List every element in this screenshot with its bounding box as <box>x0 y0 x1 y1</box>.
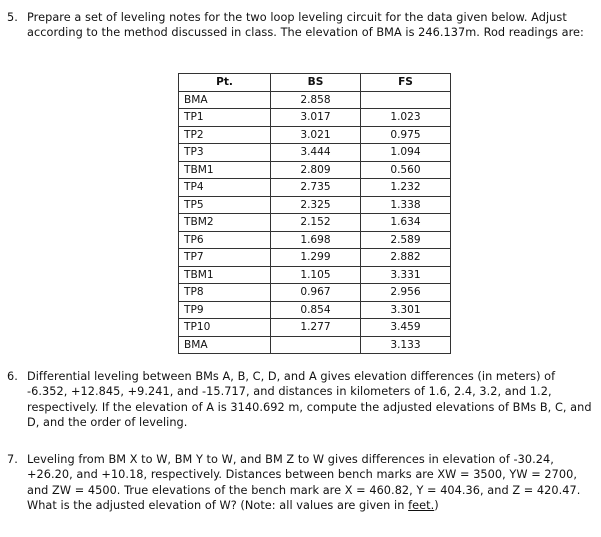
cell-pt: TP4 <box>179 179 271 197</box>
cell-pt: TBM1 <box>179 161 271 179</box>
table-row <box>179 179 451 197</box>
table-row <box>179 196 451 214</box>
problem-5-number: 5. <box>7 11 18 24</box>
cell-pt: TP2 <box>179 126 271 144</box>
table-row <box>179 109 451 127</box>
cell-pt: TP7 <box>179 249 271 267</box>
cell-fs: 3.459 <box>361 319 451 337</box>
cell-fs: 2.956 <box>361 284 451 302</box>
cell-fs: 1.094 <box>361 144 451 162</box>
table-row <box>179 266 451 284</box>
table-row <box>179 319 451 337</box>
cell-fs: 2.882 <box>361 249 451 267</box>
problem-6-number: 6. <box>7 370 18 383</box>
cell-pt: TP8 <box>179 284 271 302</box>
problem-7-text <box>27 452 595 514</box>
cell-pt: TP6 <box>179 231 271 249</box>
cell-pt: TP5 <box>179 196 271 214</box>
problem-5-text: Prepare a set of leveling notes for the two loop leveling circuit for the data given below. Adjust according to the method discussed in class. The elevation of BMA is 246.137m. Rod readings are: <box>27 11 584 40</box>
table-row <box>179 144 451 162</box>
table-row <box>179 91 451 109</box>
cell-pt: TBM2 <box>179 214 271 232</box>
table-row <box>179 214 451 232</box>
problem-7-closing: ) <box>434 499 439 513</box>
cell-fs: 1.023 <box>361 109 451 127</box>
table-row <box>179 249 451 267</box>
problem-7-body: Leveling from BM X to W, BM Y to W, and BM Z to W gives differences in elevation of -30.24, +26.20, and +10.18, respectively. Distances between bench marks are XW = 3500, YW = 2700, and ZW = 4500. True elevations of the bench mark are X = 460.82, Y = 404.36, and Z = 420.47. What is the adjusted elevation of W? (Note: all values are given in <box>27 453 581 513</box>
problem-6-text: Differential leveling between BMs A, B, C, D, and A gives elevation differences (in meters) of -6.352, +12.845, +9.241, and -15.717, and distances in kilometers of 1.6, 2.4, 3.2, and 1.2, respectively. If the elevation of A is 3140.692 m, compute the adjusted elevations of BMs B, C, and D, and the order of leveling. <box>27 370 592 430</box>
cell-bs: 0.854 <box>271 301 361 319</box>
cell-bs: 2.735 <box>271 179 361 197</box>
cell-fs: 1.634 <box>361 214 451 232</box>
cell-bs: 3.017 <box>271 109 361 127</box>
header-fs: FS <box>361 74 451 92</box>
cell-bs: 2.858 <box>271 91 361 109</box>
cell-bs: 1.698 <box>271 231 361 249</box>
cell-pt: BMA <box>179 336 271 354</box>
table-row <box>179 336 451 354</box>
cell-bs: 2.325 <box>271 196 361 214</box>
cell-fs: 3.133 <box>361 336 451 354</box>
problem-7-number: 7. <box>7 453 18 466</box>
cell-bs: 2.809 <box>271 161 361 179</box>
table-header-row <box>179 74 451 92</box>
cell-fs <box>361 91 451 109</box>
cell-bs: 1.299 <box>271 249 361 267</box>
cell-fs: 0.975 <box>361 126 451 144</box>
cell-fs: 1.232 <box>361 179 451 197</box>
cell-fs: 3.331 <box>361 266 451 284</box>
cell-fs: 2.589 <box>361 231 451 249</box>
table-row <box>179 301 451 319</box>
leveling-notes-table <box>178 73 451 354</box>
problem-7 <box>7 452 595 514</box>
cell-pt: TP1 <box>179 109 271 127</box>
cell-bs: 1.277 <box>271 319 361 337</box>
table-row <box>179 231 451 249</box>
table-row <box>179 161 451 179</box>
header-pt: Pt. <box>179 74 271 92</box>
cell-bs: 2.152 <box>271 214 361 232</box>
table-row <box>179 126 451 144</box>
problem-5 <box>7 10 595 41</box>
cell-fs: 3.301 <box>361 301 451 319</box>
cell-bs: 0.967 <box>271 284 361 302</box>
table-row <box>179 284 451 302</box>
cell-fs: 1.338 <box>361 196 451 214</box>
problem-7-units: feet. <box>408 499 435 513</box>
cell-pt: TP10 <box>179 319 271 337</box>
problem-6 <box>7 369 595 431</box>
cell-bs: 3.444 <box>271 144 361 162</box>
cell-bs <box>271 336 361 354</box>
header-bs: BS <box>271 74 361 92</box>
cell-pt: TP9 <box>179 301 271 319</box>
cell-bs: 3.021 <box>271 126 361 144</box>
cell-fs: 0.560 <box>361 161 451 179</box>
cell-pt: BMA <box>179 91 271 109</box>
cell-pt: TBM1 <box>179 266 271 284</box>
cell-bs: 1.105 <box>271 266 361 284</box>
cell-pt: TP3 <box>179 144 271 162</box>
